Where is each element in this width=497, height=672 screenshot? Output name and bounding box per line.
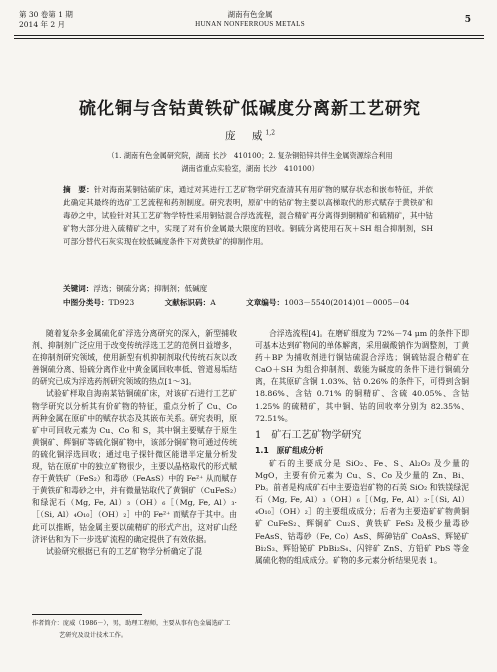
abstract-text: 针对海南某铜钴硫矿床，通过对其进行工艺矿物学研究查清其有用矿物的赋存状态和嵌布特征，并依此确定其最终的选矿工艺流程和药剂制度。研究表明，原矿中的钴矿物主要以高梯取代的形式赋存于黄铁矿和毒砂之中，试验针对其工艺矿物学特性采用铜钴混合浮选流程，混合精矿再分离得到铜精矿和硫精矿，其中钴矿物大部分进入硫精矿之中，实现了对有价金属最大限度的回收。铜硫分离使用石灰＋SH 组合抑制剂，SH 可部分替代石灰实现在较低碱度条件下对黄铁矿的抑制作用。	[63, 185, 433, 247]
affiliation-line-2: 湖南省重点实验室，湖南 长沙 410100）	[181, 163, 319, 173]
classification-line	[63, 297, 443, 308]
footnote-rule	[32, 614, 142, 615]
author-footnote	[32, 618, 237, 642]
author-affiliation-marker: 1,2	[265, 129, 276, 137]
ore-composition-paragraph: 矿石的主要成分是 SiO₂、Fe、S、Al₂O₃ 及少量的 MgO，主要有价元素为 Cu、S、Co 及少量的 Zn、Bi、Pb。前者是构成矿石中主要造岩矿物的石英 SiO₂ 和铁镁绿泥石（Mg, Fe, Al）₃（OH）₆［（Mg, Fe, Al）₃·［（Si, Al）₄O₁₀］（OH）₂］的主要组成成分；后者为主要造矿矿物黄铜矿 CuFeS₂、辉铜矿 Cu₂S、黄铁矿 FeS₂ 及极少量毒砂 FeAsS、钴毒砂（Fe, Co）AsS、辉砷钴矿 CoAsS、辉铋矿 Bi₂S₃、辉铅铋矿 PbBi₂S₄、闪锌矿 ZnS、方铅矿 PbS 等金属硫化物的组成成分。矿物的多元素分析结果见表 1。	[255, 458, 469, 565]
paper-title: 硫化铜与含钴黄铁矿低碱度分离新工艺研究	[79, 99, 421, 119]
journal-name-cn: 湖南有色金属	[227, 10, 273, 19]
keywords-label: 关键词：	[63, 284, 94, 293]
affiliation	[70, 150, 430, 175]
footnote-line-2: 艺研究及设计技术工作。	[59, 632, 128, 639]
intro-paragraph-2: 试验矿样取自海南某钴铜硫矿床，对该矿石进行工艺矿物学研究以分析其有价矿物的特征，重点分析了 Cu、Co 两种金属在原矿中的赋存状态及其嵌布关系。研究表明，原矿中可回收元素为 Cu、Co 和 S，其中铜主要赋存于原生黄铜矿、辉铜矿等硫化铜矿物中，该部分铜矿物可通过传统的硫化铜浮选回收；通过电子探针微区能谱半定量分析发现，钴在原矿中的独立矿物很少，主要以晶格取代的形式赋存于黄铁矿（FeS₂）和毒砂（FeAsS）中的 Fe²⁺ 从而赋存于黄铁矿和毒砂之中，并有微量钴取代了黄铜矿（CuFeS₂）和绿泥石（Mg, Fe, Al）₃（OH）₆［（Mg, Fe, Al）₃·［（Si, Al）₄O₁₀］（OH）₂］中的 Fe²⁺ 而赋存于其中。由此可以推断，钴金属主要以硫精矿的形式产出，这对矿山经济评估和为下一步选矿流程的确定提供了有效依据。	[32, 389, 237, 544]
author-line	[20, 128, 480, 143]
header-rule-thick	[14, 35, 484, 36]
article-id-label: 文章编号：	[246, 298, 285, 307]
footnote-line-1: 作者简介：庞威（1986－），男，助理工程师，主要从事有色金属选矿工	[32, 620, 231, 627]
body-left-column	[32, 328, 237, 558]
keywords	[63, 283, 433, 294]
subsection-heading-1-1: 1.1 原矿组成分析	[255, 445, 324, 455]
clc-field	[63, 298, 148, 307]
journal-name-en: HUNAN NONFERROUS METALS	[195, 19, 305, 28]
section-heading-1: 1 矿石工艺矿物学研究	[255, 429, 362, 441]
intro-paragraph-3: 试验研究根据已有的工艺矿物学分析确定了混	[46, 546, 202, 556]
author-name: 庞 威	[224, 130, 266, 142]
issue-date: 2014 年 2 月	[19, 19, 66, 29]
affiliation-line-1: （1. 湖南有色金属研究院，湖南 长沙 410100；2. 复杂铜铅锌共伴生金属资源综合利用	[107, 151, 393, 160]
article-id-value: 1003－5540(2014)01－0005－04	[284, 298, 410, 307]
keywords-text: 浮选；铜硫分离；抑制剂；低碱度	[93, 284, 208, 293]
running-header	[0, 0, 497, 46]
doc-code-label: 文献标识码：	[164, 298, 211, 307]
body-right-column	[255, 328, 469, 567]
volume-info	[19, 10, 73, 29]
doc-code-field	[165, 298, 230, 307]
clc-value: TD923	[108, 298, 135, 307]
doc-code-value: A	[210, 298, 216, 307]
abstract	[63, 183, 433, 248]
article-id-field	[246, 298, 423, 307]
journal-name	[150, 10, 350, 29]
intro-paragraph-1: 随着复杂多金属硫化矿浮选分离研究的深入，新型捕收剂、抑制剂广泛应用于改变传统浮选工艺的范例日益增多，在抑制剂研究领域，使用新型有机抑制剂取代传统石灰以改善铜硫分离、铅硫分离作业中黄金属回收率低、管道易垢结的研究已成为浮选药剂研究领域的热点[1～3]。	[32, 329, 237, 387]
abstract-label: 摘 要：	[63, 185, 94, 194]
intro-paragraph-continued: 合浮选流程[4]。在磨矿细度为 72%－74 μm 的条件下即可基本达到矿物间的单体解离，采用碳酸钠作为调整剂，丁黄药＋BP 为捕收剂进行铜钴硫混合浮选；铜硫钴混合精矿在 CaO＋SH 为组合抑制剂、载能为碱度的条件下进行铜硫分离，在其原矿含铜 1.03%、钴 0.26% 的条件下，可得到含铜 18.86%、含钴 0.71% 的铜精矿、含硫 40.05%、含钴 1.25% 的硫精矿，其中铜、钴的回收率分别为 82.35%、72.51%。	[255, 329, 469, 423]
volume-issue: 第 30 卷第 1 期	[19, 10, 73, 19]
header-rule-thin	[14, 38, 484, 39]
clc-label: 中图分类号：	[63, 298, 109, 307]
page-number: 5	[464, 15, 471, 25]
